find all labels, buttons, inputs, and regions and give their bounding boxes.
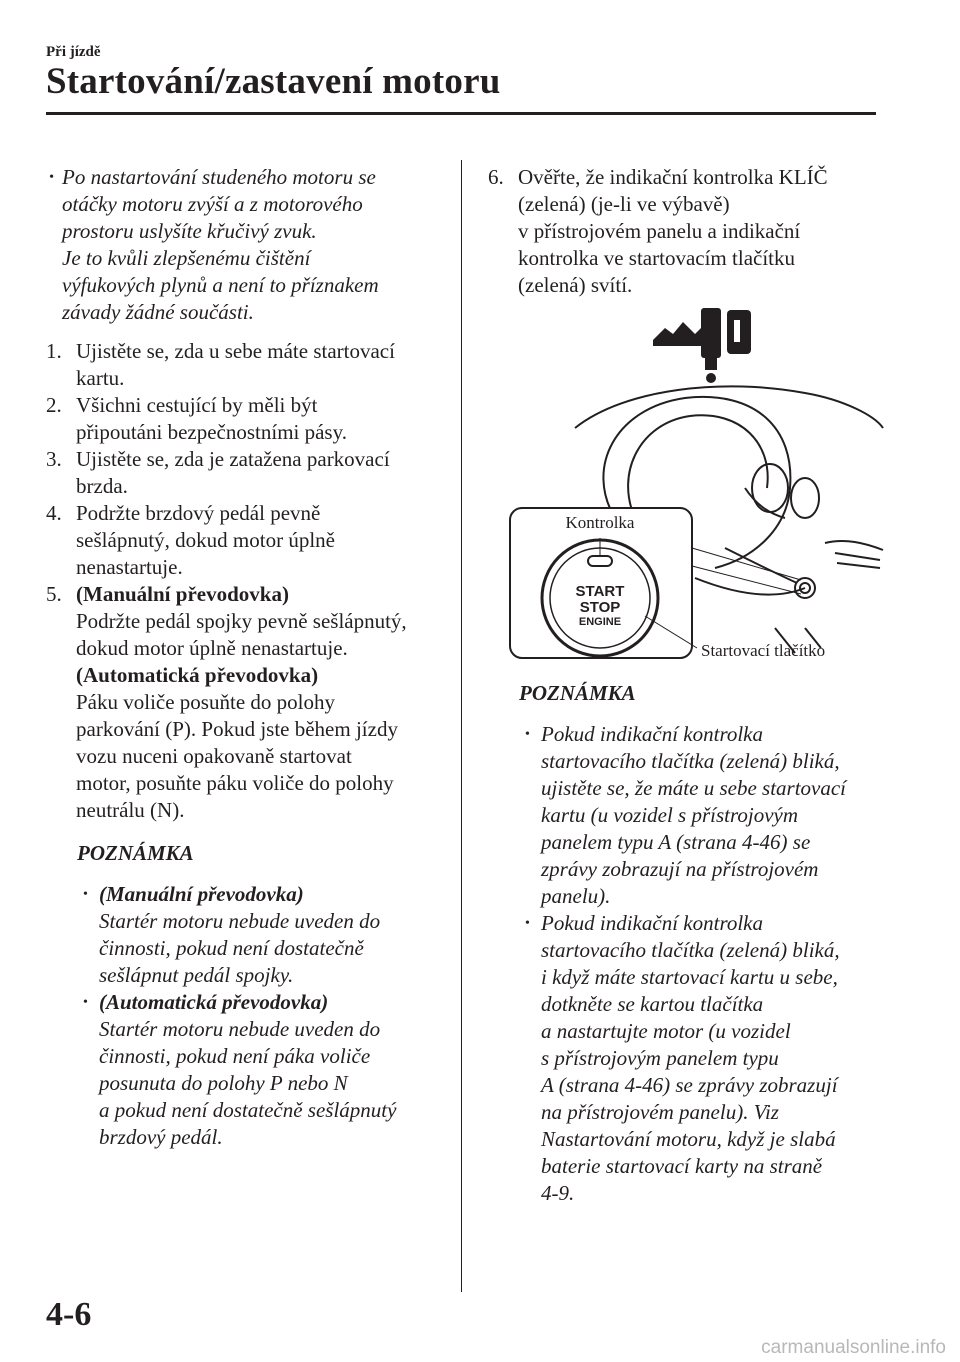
text-line: Startér motoru nebude uveden do bbox=[99, 1017, 381, 1041]
text-line: Nastartování motoru, když je slabá bbox=[541, 1127, 836, 1151]
step-number: 4. bbox=[46, 501, 62, 525]
text-line: posunuta do polohy P nebo N bbox=[99, 1071, 348, 1095]
note-item bbox=[77, 989, 446, 1151]
text-line: brzdový pedál. bbox=[99, 1125, 223, 1149]
watermark: carmanualsonline.info bbox=[761, 1337, 946, 1358]
text-line: s přístrojovým panelem typu bbox=[541, 1046, 779, 1070]
column-divider bbox=[461, 160, 462, 1292]
text-line: Všichni cestující by měli být bbox=[76, 393, 318, 417]
text-line: motor, posuňte páku voliče do polohy bbox=[76, 771, 394, 795]
step-number: 5. bbox=[46, 582, 62, 606]
text-line: neutrálu (N). bbox=[76, 798, 185, 822]
step-5 bbox=[46, 581, 446, 824]
text-line: Ujistěte se, zda je zatažena parkovací bbox=[76, 447, 390, 471]
text-line: (zelená) svítí. bbox=[518, 273, 633, 297]
text-line: Po nastartování studeného motoru se bbox=[62, 165, 376, 189]
text-line: dotkněte se kartou tlačítka bbox=[541, 992, 764, 1016]
text-line: Podržte brzdový pedál pevně bbox=[76, 501, 321, 525]
text-line: otáčky motoru zvýší a z motorového bbox=[62, 192, 363, 216]
text-line: panelem typu A (strana 4-46) se bbox=[541, 830, 811, 854]
step-number: 6. bbox=[488, 165, 504, 189]
key-warning-icon bbox=[653, 308, 751, 383]
text-line: prostoru uslyšíte křučivý zvuk. bbox=[62, 219, 317, 243]
title-rule bbox=[46, 112, 876, 115]
right-column bbox=[488, 164, 878, 299]
indicator-light bbox=[588, 556, 612, 566]
text-line: startovacího tlačítka (zelená) bliká, bbox=[541, 749, 840, 773]
text-line: výfukových plynů a není to příznakem bbox=[62, 273, 379, 297]
text-line: vozu nuceni opakovaně startovat bbox=[76, 744, 352, 768]
bullet-icon: • bbox=[49, 170, 54, 185]
start-button-illustration bbox=[505, 298, 885, 670]
button-text: STOP bbox=[579, 599, 621, 616]
left-column bbox=[46, 164, 446, 1151]
bullet-icon: • bbox=[525, 916, 530, 931]
note-item bbox=[77, 881, 446, 989]
step-number: 3. bbox=[46, 447, 62, 471]
text-line: ujistěte se, že máte u sebe startovací bbox=[541, 776, 847, 800]
text-line: činnosti, pokud není dostatečně bbox=[99, 936, 364, 960]
note-subheading: (Manuální převodovka) bbox=[99, 882, 304, 906]
step-number: 1. bbox=[46, 339, 62, 363]
note-item bbox=[519, 910, 878, 1207]
text-line: a pokud není dostatečně sešlápnutý bbox=[99, 1098, 397, 1122]
text-line: zprávy zobrazují na přístrojovém bbox=[541, 857, 819, 881]
intro-note bbox=[46, 164, 446, 326]
button-text: ENGINE bbox=[578, 616, 622, 628]
bullet-icon: • bbox=[83, 995, 88, 1010]
note-heading: POZNÁMKA bbox=[519, 681, 636, 705]
text-line: parkování (P). Pokud jste během jízdy bbox=[76, 717, 398, 741]
automatic-transmission-heading: (Automatická převodovka) bbox=[76, 663, 319, 687]
text-line: Startér motoru nebude uveden do bbox=[99, 909, 381, 933]
step-2 bbox=[46, 392, 446, 446]
text-line: Pokud indikační kontrolka bbox=[541, 722, 763, 746]
text-line: dokud motor úplně nenastartuje. bbox=[76, 636, 348, 660]
text-line: sešlápnutý, dokud motor úplně bbox=[76, 528, 335, 552]
text-line: Pokud indikační kontrolka bbox=[541, 911, 763, 935]
zoom-line bbox=[692, 548, 801, 580]
button-label: Startovací tlačítko bbox=[701, 641, 826, 660]
start-stop-button bbox=[542, 540, 658, 656]
text-line: na přístrojovém panelu). Viz bbox=[541, 1100, 779, 1124]
text-line: sešlápnut pedál spojky. bbox=[99, 963, 294, 987]
text-line: závady žádné součásti. bbox=[62, 300, 254, 324]
text-line: panelu). bbox=[541, 884, 611, 908]
step-3 bbox=[46, 446, 446, 500]
text-line: Páku voliče posuňte do polohy bbox=[76, 690, 335, 714]
text-line: kontrolka ve startovacím tlačítku bbox=[518, 246, 795, 270]
note-item bbox=[519, 721, 878, 910]
indicator-label: Kontrolka bbox=[565, 513, 635, 532]
button-text: START bbox=[575, 583, 625, 600]
text-line: připoutáni bezpečnostními pásy. bbox=[76, 420, 347, 444]
step-1 bbox=[46, 338, 446, 392]
note-subheading: (Automatická převodovka) bbox=[99, 990, 329, 1014]
text-line: 4-9. bbox=[541, 1181, 575, 1205]
zoom-line bbox=[692, 566, 801, 594]
note-heading: POZNÁMKA bbox=[77, 841, 194, 865]
page-title: Startování/zastavení motoru bbox=[46, 61, 501, 102]
text-line: startovacího tlačítka (zelená) bliká, bbox=[541, 938, 840, 962]
text-line: v přístrojovém panelu a indikační bbox=[518, 219, 801, 243]
text-line: nenastartuje. bbox=[76, 555, 183, 579]
text-line: kartu. bbox=[76, 366, 125, 390]
page-number: 4-6 bbox=[46, 1296, 92, 1333]
right-notes bbox=[488, 680, 878, 1207]
bullet-icon: • bbox=[525, 727, 530, 742]
text-line: baterie startovací karty na straně bbox=[541, 1154, 823, 1178]
text-line: A (strana 4-46) se zprávy zobrazují bbox=[541, 1073, 838, 1097]
text-line: a nastartujte motor (u vozidel bbox=[541, 1019, 791, 1043]
text-line: Ujistěte se, zda u sebe máte startovací bbox=[76, 339, 395, 363]
text-line: kartu (u vozidel s přístrojovým bbox=[541, 803, 799, 827]
step-4 bbox=[46, 500, 446, 581]
text-line: brzda. bbox=[76, 474, 128, 498]
text-line: (zelená) (je-li ve výbavě) bbox=[518, 192, 730, 216]
bullet-icon: • bbox=[83, 887, 88, 902]
manual-transmission-heading: (Manuální převodovka) bbox=[76, 582, 289, 606]
text-line: i když máte startovací kartu u sebe, bbox=[541, 965, 838, 989]
text-line: činnosti, pokud není páka voliče bbox=[99, 1044, 371, 1068]
text-line: Podržte pedál spojky pevně sešlápnutý, bbox=[76, 609, 407, 633]
text-line: Je to kvůli zlepšenému čištění bbox=[62, 246, 311, 270]
step-number: 2. bbox=[46, 393, 62, 417]
text-line: Ověřte, že indikační kontrolka KLÍČ bbox=[518, 165, 828, 189]
section-label: Při jízdě bbox=[46, 44, 101, 60]
step-6 bbox=[488, 164, 878, 299]
